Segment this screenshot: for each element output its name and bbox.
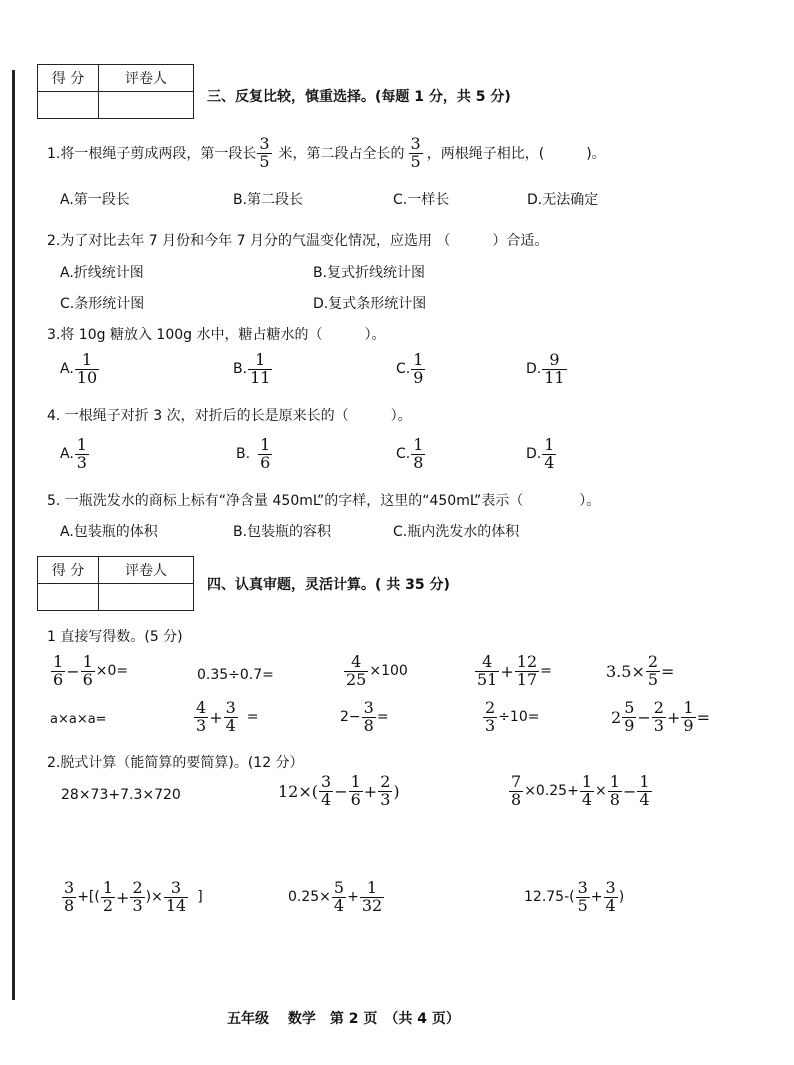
q1-option-d[interactable]: D.无法确定 (527, 192, 599, 208)
score-input-cell[interactable] (38, 92, 99, 119)
q2-option-b[interactable]: B.复式折线统计图 (313, 265, 426, 281)
calc-problem-5[interactable]: 0.25× $\frac{5}{4}$ + $\frac{1}{32}$ (288, 878, 383, 915)
direct-answer-8[interactable]: 2− $\frac{3}{8}$ = (340, 698, 389, 735)
q4-option-a[interactable]: A. $\frac{1}{3}$ (60, 435, 87, 472)
question-5: 5. 一瓶洗发水的商标上标有“净含量 450mL”的字样，这里的“450mL”表示（ ）。 (47, 493, 601, 509)
calc-problem-4[interactable]: $\frac{3}{8}$ +[( $\frac{1}{2}$ + $\frac{2}{3}$ )× $\frac{3}{14}$ ] (64, 878, 203, 915)
q3-option-b[interactable]: B. $\frac{1}{11}$ (233, 350, 271, 387)
direct-answer-7[interactable]: $\frac{4}{3}$ + $\frac{3}{4}$ = (196, 698, 259, 735)
q5-option-b[interactable]: B.包装瓶的容积 (233, 524, 332, 540)
calc-problem-6[interactable]: 12.75-( $\frac{3}{5}$ + $\frac{3}{4}$ ) (524, 878, 625, 915)
grader-input-cell[interactable] (99, 584, 194, 611)
q1-option-c[interactable]: C.一样长 (393, 192, 450, 208)
grader-label: 评卷人 (99, 65, 194, 92)
direct-answer-3[interactable]: $\frac{4}{25}$ ×100 (346, 652, 408, 689)
q1-fraction-2: $\frac{3}{5}$ (410, 134, 421, 171)
q1-option-b[interactable]: B.第二段长 (233, 192, 304, 208)
score-label: 得 分 (38, 65, 99, 92)
q1-option-a[interactable]: A.第一段长 (60, 192, 130, 208)
section4-title: 四、认真审题，灵活计算。( 共 35 分) (207, 577, 450, 593)
subsection-direct-answers: 1 直接写得数。(5 分) (47, 629, 183, 645)
direct-answer-9[interactable]: $\frac{2}{3}$ ÷10= (485, 698, 540, 735)
direct-answer-6[interactable]: a×a×a= (50, 712, 107, 727)
grader-input-cell[interactable] (99, 92, 194, 119)
calc-problem-1[interactable]: 28×73+7.3×720 (61, 787, 181, 803)
score-box-section3 (37, 64, 194, 119)
q1-text-b: 米，第二段占全长的 (278, 146, 405, 163)
calc-problem-3[interactable]: $\frac{7}{8}$ ×0.25+ $\frac{1}{4}$ × $\frac{1}{8}$ − $\frac{1}{4}$ (511, 772, 650, 809)
q3-option-d[interactable]: D. $\frac{9}{11}$ (526, 350, 565, 387)
q4-option-c[interactable]: C. $\frac{1}{8}$ (396, 435, 424, 472)
q3-option-a[interactable]: A. $\frac{1}{10}$ (60, 350, 98, 387)
q2-option-d[interactable]: D.复式条形统计图 (313, 296, 427, 312)
score-label: 得 分 (38, 557, 99, 584)
question-2: 2.为了对比去年 7 月份和今年 7 月分的气温变化情况，应选用 （ ）合适。 (47, 233, 549, 249)
binding-margin-line (12, 70, 15, 1000)
q1-fraction-1: $\frac{3}{5}$ (259, 134, 270, 171)
q2-option-c[interactable]: C.条形统计图 (60, 296, 145, 312)
page-footer: 五年级 数学 第 2 页 （共 4 页） (227, 1011, 460, 1027)
q4-option-b[interactable]: B. $\frac{1}{6}$ (236, 435, 271, 472)
direct-answer-2[interactable]: 0.35÷0.7= (197, 667, 274, 683)
q1-text-a: 1.将一根绳子剪成两段，第一段长 (47, 146, 257, 163)
subsection-step-calculation: 2.脱式计算（能简算的要简算)。(12 分） (47, 755, 304, 771)
grader-label: 评卷人 (99, 557, 194, 584)
direct-answer-4[interactable]: $\frac{4}{51}$ + $\frac{12}{17}$ = (477, 652, 552, 689)
score-box-section4 (37, 556, 194, 611)
question-3: 3.将 10g 糖放入 100g 水中，糖占糖水的（ ）。 (47, 327, 386, 343)
score-input-cell[interactable] (38, 584, 99, 611)
q5-option-a[interactable]: A.包装瓶的体积 (60, 524, 158, 540)
q1-text-c: ，两根绳子相比，( )。 (426, 146, 606, 163)
question-1 (47, 136, 606, 171)
question-4: 4. 一根绳子对折 3 次，对折后的长是原来长的（ ）。 (47, 408, 412, 424)
direct-answer-10[interactable]: 2 $\frac{5}{9}$ − $\frac{2}{3}$ + $\frac{1}{9}$ = (611, 698, 710, 735)
q5-option-c[interactable]: C.瓶内洗发水的体积 (393, 524, 520, 540)
q2-option-a[interactable]: A.折线统计图 (60, 265, 144, 281)
direct-answer-5[interactable]: 3.5× $\frac{2}{5}$ = (606, 652, 675, 689)
direct-answer-1[interactable]: $\frac{1}{6}$ − $\frac{1}{6}$ ×0= (53, 652, 129, 689)
q4-option-d[interactable]: D. $\frac{1}{4}$ (526, 435, 555, 472)
calc-problem-2[interactable]: 12×( $\frac{3}{4}$ − $\frac{1}{6}$ + $\frac{2}{3}$ ) (278, 772, 400, 809)
section3-title: 三、反复比较，慎重选择。(每题 1 分，共 5 分) (207, 89, 511, 105)
q3-option-c[interactable]: C. $\frac{1}{9}$ (396, 350, 424, 387)
